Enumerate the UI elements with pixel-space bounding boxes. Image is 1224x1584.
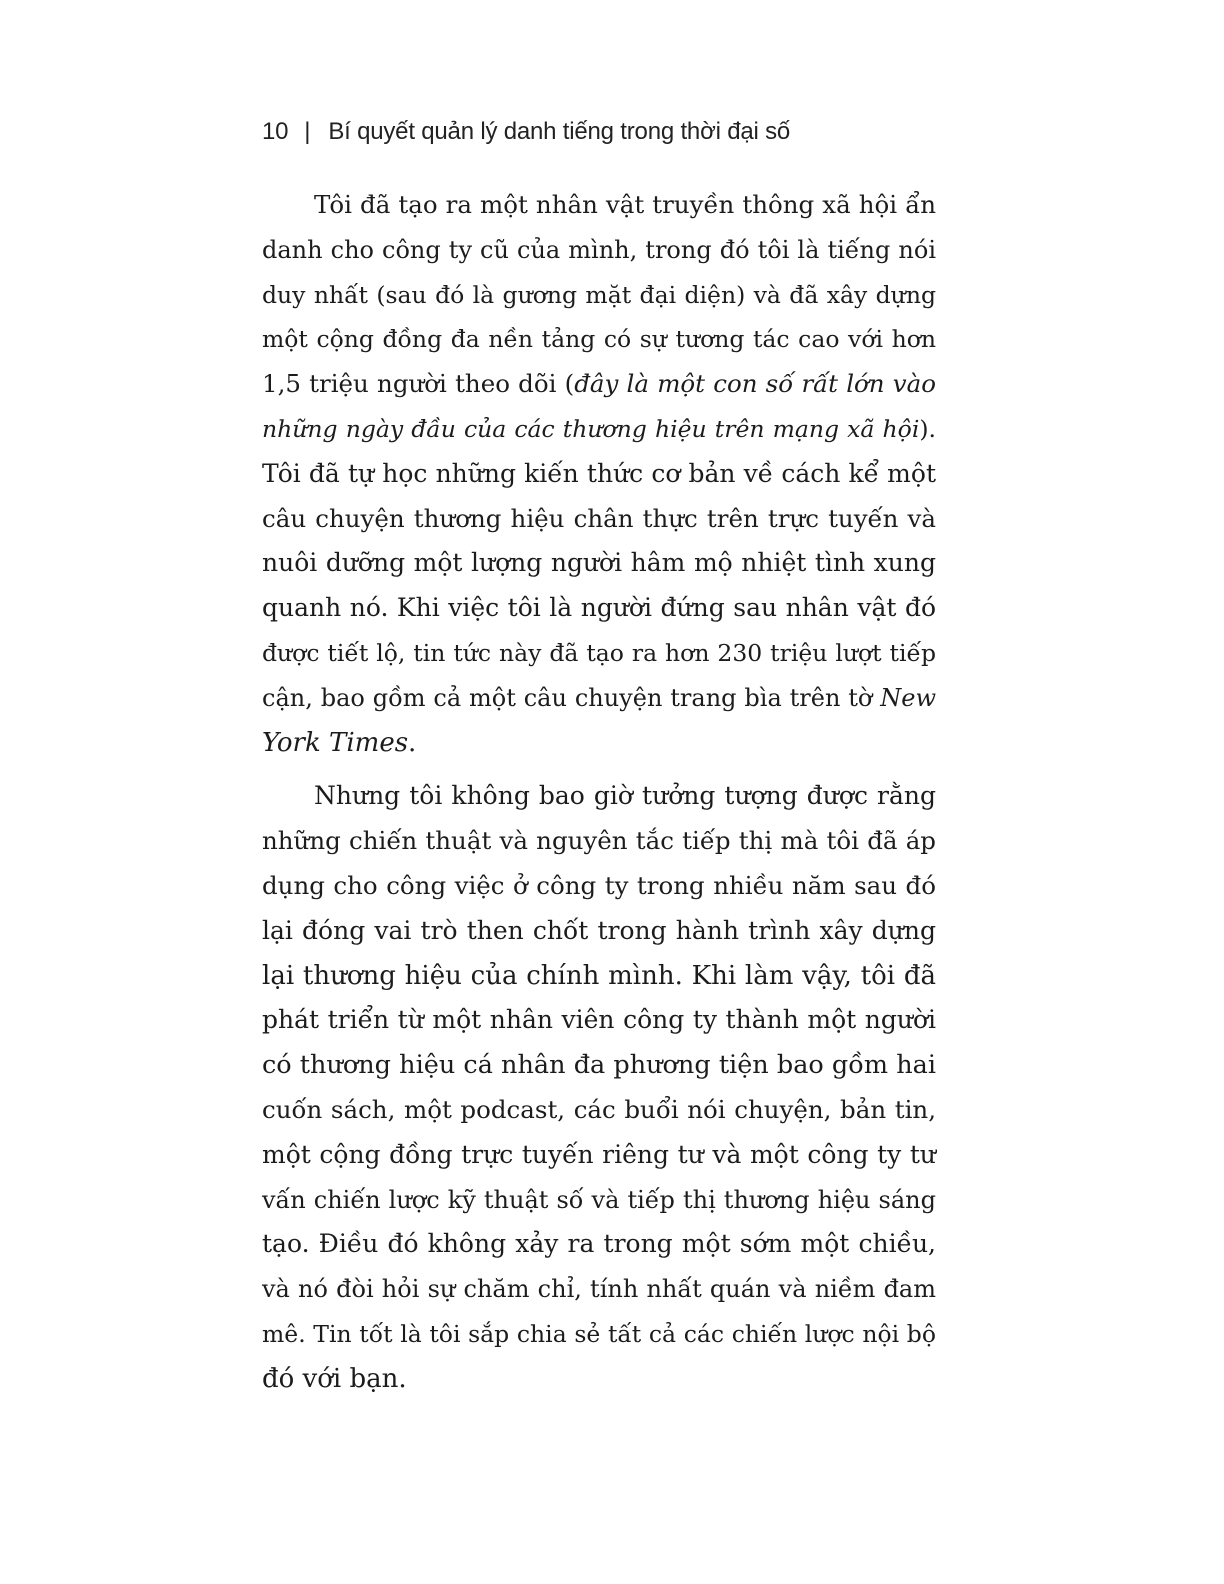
text-line <box>262 998 936 1043</box>
text-line <box>262 362 936 407</box>
italic-run: đây là một con số rất lớn vào <box>574 369 936 399</box>
text-run: có thương hiệu cá nhân đa phương tiện bao gồm hai <box>262 1050 936 1081</box>
text-run: được tiết lộ, tin tức này đã tạo ra hơn 230 triệu lượt tiếp <box>262 638 936 667</box>
text-run: lại thương hiệu của chính mình. Khi làm vậy, tôi đã <box>262 960 936 991</box>
text-line <box>262 864 936 909</box>
text-line <box>262 676 936 721</box>
text-run: những chiến thuật và nguyên tắc tiếp thị mà tôi đã áp <box>262 826 936 856</box>
text-run: một cộng đồng đa nền tảng có sự tương tác cao với hơn <box>262 325 936 354</box>
page-number: 10 <box>262 118 289 145</box>
italic-run: York Times <box>262 727 409 758</box>
text-run: cận, bao gồm cả một câu chuyện trang bìa trên tờ <box>262 683 881 712</box>
text-run: nuôi dưỡng một lượng người hâm mộ nhiệt tình xung <box>262 548 936 578</box>
header-separator: | <box>304 118 311 145</box>
body-text <box>262 183 936 1402</box>
text-line <box>262 317 936 362</box>
text-line <box>262 452 936 497</box>
text-line <box>262 1088 936 1133</box>
text-line <box>262 228 936 273</box>
text-run: phát triển từ một nhân viên công ty thành một người <box>262 1005 936 1035</box>
book-title: Bí quyết quản lý danh tiếng trong thời đại số <box>328 118 791 145</box>
text-line <box>262 1357 936 1402</box>
text-line <box>262 631 936 676</box>
text-run: câu chuyện thương hiệu chân thực trên trực tuyến và <box>262 503 936 533</box>
paragraph-1 <box>262 183 936 765</box>
italic-run: những ngày đầu của các thương hiệu trên mạng xã hội <box>262 414 920 443</box>
text-run: vấn chiến lược kỹ thuật số và tiếp thị thương hiệu sáng <box>262 1185 936 1214</box>
text-run: một cộng đồng trực tuyến riêng tư và một công ty tư <box>262 1139 936 1169</box>
text-run: . <box>408 727 417 758</box>
text-run: lại đóng vai trò then chốt trong hành trình xây dựng <box>262 915 936 945</box>
text-line <box>262 954 936 999</box>
text-line <box>262 1043 936 1088</box>
text-run: dụng cho công việc ở công ty trong nhiều năm sau đó <box>262 870 936 900</box>
text-run: tạo. Điều đó không xảy ra trong một sớm một chiều, <box>262 1229 936 1259</box>
text-run: quanh nó. Khi việc tôi là người đứng sau nhân vật đó <box>262 593 936 623</box>
text-line <box>262 1222 936 1267</box>
text-run: duy nhất (sau đó là gương mặt đại diện) và đã xây dựng <box>262 280 936 309</box>
text-run: Nhưng tôi không bao giờ tưởng tượng được rằng <box>314 781 936 811</box>
text-line <box>262 909 936 954</box>
text-run: danh cho công ty cũ của mình, trong đó tôi là tiếng nói <box>262 235 936 264</box>
text-line <box>262 721 936 766</box>
text-run: cuốn sách, một podcast, các buổi nói chuyện, bản tin, <box>262 1094 936 1124</box>
text-run: Tôi đã tự học những kiến thức cơ bản về cách kể một <box>262 458 936 488</box>
text-run: mê. Tin tốt là tôi sắp chia sẻ tất cả các chiến lược nội bộ <box>262 1319 936 1348</box>
text-run: Tôi đã tạo ra một nhân vật truyền thông xã hội ẩn <box>314 190 936 219</box>
text-line <box>262 1178 936 1223</box>
text-line <box>262 1133 936 1178</box>
paragraph-2 <box>262 774 936 1401</box>
text-line <box>262 497 936 542</box>
text-line <box>262 1312 936 1357</box>
running-header <box>262 118 790 146</box>
text-run: và nó đòi hỏi sự chăm chỉ, tính nhất quán và niềm đam <box>262 1275 936 1304</box>
text-run: đó với bạn. <box>262 1363 407 1394</box>
text-line <box>262 407 936 452</box>
text-run: ). <box>919 414 936 443</box>
text-run: 1,5 triệu người theo dõi ( <box>262 369 575 399</box>
text-line <box>262 183 936 228</box>
text-line <box>262 273 936 318</box>
text-line <box>262 586 936 631</box>
italic-run: New <box>880 683 936 712</box>
text-line <box>262 819 936 864</box>
text-line <box>262 774 936 819</box>
text-line <box>262 1267 936 1312</box>
text-line <box>262 541 936 586</box>
